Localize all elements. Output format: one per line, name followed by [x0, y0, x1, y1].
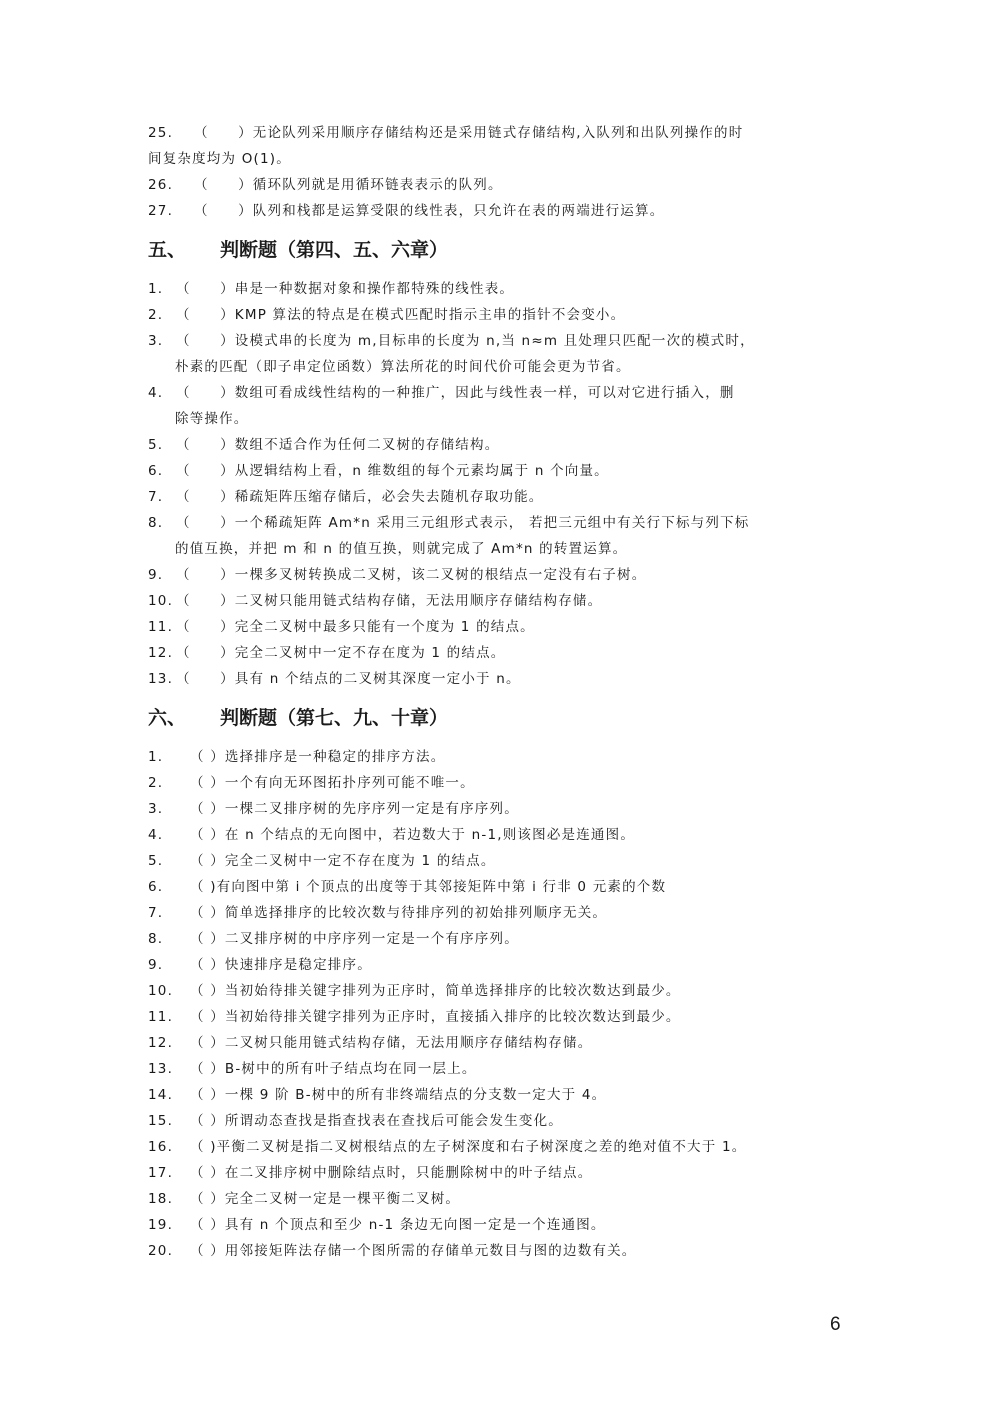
question-item — [148, 562, 848, 588]
question-text: （ ）数组可看成线性结构的一种推广，因此与线性表一样，可以对它进行插入，删 — [176, 385, 735, 401]
question-item — [148, 1212, 848, 1238]
question-text: （ ）无论队列采用顺序存储结构还是采用链式存储结构,入队列和出队列操作的时 — [194, 125, 744, 141]
question-number: 7. — [148, 489, 164, 505]
question-number: 9. — [148, 957, 164, 973]
question-item-continuation — [148, 406, 848, 432]
question-number: 27. — [148, 203, 174, 219]
question-text: （ ）一个稀疏矩阵 Am*n 采用三元组形式表示， 若把三元组中有关行下标与列下标 — [176, 515, 750, 531]
question-item-continuation — [148, 354, 848, 380]
question-item — [148, 458, 848, 484]
question-item — [148, 1186, 848, 1212]
question-number: 8. — [148, 931, 164, 947]
section-heading — [148, 692, 848, 744]
question-text: 间复杂度均为 O(1)。 — [148, 151, 291, 167]
question-text: （ )平衡二叉树是指二叉树根结点的左子树深度和右子树深度之差的绝对值不大于 1。 — [190, 1139, 747, 1155]
question-number: 7. — [148, 905, 164, 921]
question-text: （ ）具有 n 个结点的二叉树其深度一定小于 n。 — [176, 671, 521, 687]
question-number: 5. — [148, 853, 164, 869]
question-text: （ ）设模式串的长度为 m,目标串的长度为 n,当 n≈m 且处理只匹配一次的模式时， — [176, 333, 755, 349]
question-text: （ ）在二叉排序树中删除结点时，只能删除树中的叶子结点。 — [190, 1165, 593, 1181]
question-item — [148, 1056, 848, 1082]
question-text: （ ）一个有向无环图拓扑序列可能不唯一。 — [190, 775, 475, 791]
question-text: （ ）在 n 个结点的无向图中，若边数大于 n-1,则该图必是连通图。 — [190, 827, 636, 843]
question-number: 3. — [148, 801, 164, 817]
question-item — [148, 120, 848, 146]
question-number: 16. — [148, 1139, 174, 1155]
question-text: （ ）选择排序是一种稳定的排序方法。 — [190, 749, 446, 765]
question-text: （ ）完全二叉树中一定不存在度为 1 的结点。 — [190, 853, 496, 869]
question-item — [148, 978, 848, 1004]
question-number: 12. — [148, 645, 174, 661]
question-number: 1. — [148, 749, 164, 765]
section-number: 六、 — [148, 707, 187, 729]
question-text: （ ）用邻接矩阵法存储一个图所需的存储单元数目与图的边数有关。 — [190, 1243, 637, 1259]
question-text: （ ）一棵二叉排序树的先序序列一定是有序序列。 — [190, 801, 519, 817]
question-item — [148, 302, 848, 328]
question-number: 3. — [148, 333, 164, 349]
question-item — [148, 848, 848, 874]
question-item — [148, 614, 848, 640]
question-number: 17. — [148, 1165, 174, 1181]
page-number: 6 — [830, 1314, 841, 1335]
question-number: 10. — [148, 593, 174, 609]
question-number: 6. — [148, 463, 164, 479]
question-number: 13. — [148, 1061, 174, 1077]
question-number: 6. — [148, 879, 164, 895]
question-text: （ ）简单选择排序的比较次数与待排序列的初始排列顺序无关。 — [190, 905, 608, 921]
question-text: （ ）从逻辑结构上看，n 维数组的每个元素均属于 n 个向量。 — [176, 463, 609, 479]
question-text: （ ）当初始待排关键字排列为正序时，直接插入排序的比较次数达到最少。 — [190, 1009, 681, 1025]
question-item — [148, 874, 848, 900]
question-number: 1. — [148, 281, 164, 297]
question-item — [148, 822, 848, 848]
question-text: （ ）二叉树只能用链式结构存储，无法用顺序存储结构存储。 — [190, 1035, 593, 1051]
question-text: （ ）完全二叉树中最多只能有一个度为 1 的结点。 — [176, 619, 535, 635]
question-item — [148, 770, 848, 796]
question-number: 11. — [148, 619, 174, 635]
question-number: 26. — [148, 177, 174, 193]
question-item — [148, 1082, 848, 1108]
question-text: （ ）二叉树只能用链式结构存储，无法用顺序存储结构存储。 — [176, 593, 603, 609]
question-number: 10. — [148, 983, 174, 999]
question-number: 13. — [148, 671, 174, 687]
question-item — [148, 276, 848, 302]
question-item — [148, 328, 848, 354]
question-text: （ ）数组不适合作为任何二叉树的存储结构。 — [176, 437, 500, 453]
section-title: 判断题（第七、九、十章） — [220, 707, 449, 729]
question-item — [148, 1030, 848, 1056]
question-text: （ ）KMP 算法的特点是在模式匹配时指示主串的指针不会变小。 — [176, 307, 626, 323]
question-item — [148, 510, 848, 536]
question-text: （ )有向图中第 i 个顶点的出度等于其邻接矩阵中第 i 行非 0 元素的个数 — [190, 879, 667, 895]
question-text: （ ）循环队列就是用循环链表表示的队列。 — [194, 177, 503, 193]
question-item — [148, 666, 848, 692]
question-number: 5. — [148, 437, 164, 453]
question-item — [148, 1108, 848, 1134]
question-number: 19. — [148, 1217, 174, 1233]
question-item — [148, 744, 848, 770]
question-item — [148, 926, 848, 952]
document-body — [148, 120, 848, 1264]
question-text: （ ）快速排序是稳定排序。 — [190, 957, 372, 973]
question-text: （ ）二叉排序树的中序序列一定是一个有序序列。 — [190, 931, 519, 947]
question-item-continuation — [148, 536, 848, 562]
question-number: 14. — [148, 1087, 174, 1103]
question-item — [148, 952, 848, 978]
question-text: （ ）一棵 9 阶 B-树中的所有非终端结点的分支数一定大于 4。 — [190, 1087, 607, 1103]
question-text: （ ）所谓动态查找是指查找表在查找后可能会发生变化。 — [190, 1113, 563, 1129]
question-item — [148, 172, 848, 198]
section-title: 判断题（第四、五、六章） — [220, 239, 449, 261]
section-heading — [148, 224, 848, 276]
question-item-continuation — [148, 146, 848, 172]
question-item — [148, 1238, 848, 1264]
question-text: （ ）队列和栈都是运算受限的线性表，只允许在表的两端进行运算。 — [194, 203, 665, 219]
question-item — [148, 1004, 848, 1030]
question-item — [148, 432, 848, 458]
question-number: 12. — [148, 1035, 174, 1051]
question-item — [148, 198, 848, 224]
question-number: 11. — [148, 1009, 174, 1025]
question-item — [148, 1160, 848, 1186]
question-number: 4. — [148, 827, 164, 843]
question-number: 8. — [148, 515, 164, 531]
question-text: 的值互换，并把 m 和 n 的值互换，则就完成了 Am*n 的转置运算。 — [175, 541, 628, 557]
question-text: （ ）完全二叉树中一定不存在度为 1 的结点。 — [176, 645, 506, 661]
question-number: 4. — [148, 385, 164, 401]
question-item — [148, 796, 848, 822]
question-number: 15. — [148, 1113, 174, 1129]
question-text: （ ）B-树中的所有叶子结点均在同一层上。 — [190, 1061, 477, 1077]
question-text: （ ）完全二叉树一定是一棵平衡二叉树。 — [190, 1191, 461, 1207]
question-text: 朴素的匹配（即子串定位函数）算法所花的时间代价可能会更为节省。 — [175, 359, 631, 375]
question-text: （ ）稀疏矩阵压缩存储后，必会失去随机存取功能。 — [176, 489, 544, 505]
question-text: （ ）一棵多叉树转换成二叉树，该二叉树的根结点一定没有右子树。 — [176, 567, 647, 583]
question-text: （ ）当初始待排关键字排列为正序时，简单选择排序的比较次数达到最少。 — [190, 983, 681, 999]
question-number: 9. — [148, 567, 164, 583]
question-item — [148, 380, 848, 406]
question-number: 25. — [148, 125, 174, 141]
question-number: 2. — [148, 775, 164, 791]
question-item — [148, 900, 848, 926]
question-number: 20. — [148, 1243, 174, 1259]
question-text: 除等操作。 — [175, 411, 249, 427]
section-number: 五、 — [148, 239, 187, 261]
question-number: 2. — [148, 307, 164, 323]
question-item — [148, 484, 848, 510]
question-item — [148, 1134, 848, 1160]
question-item — [148, 588, 848, 614]
question-text: （ ）串是一种数据对象和操作都特殊的线性表。 — [176, 281, 515, 297]
question-text: （ ）具有 n 个顶点和至少 n-1 条边无向图一定是一个连通图。 — [190, 1217, 606, 1233]
question-number: 18. — [148, 1191, 174, 1207]
question-item — [148, 640, 848, 666]
